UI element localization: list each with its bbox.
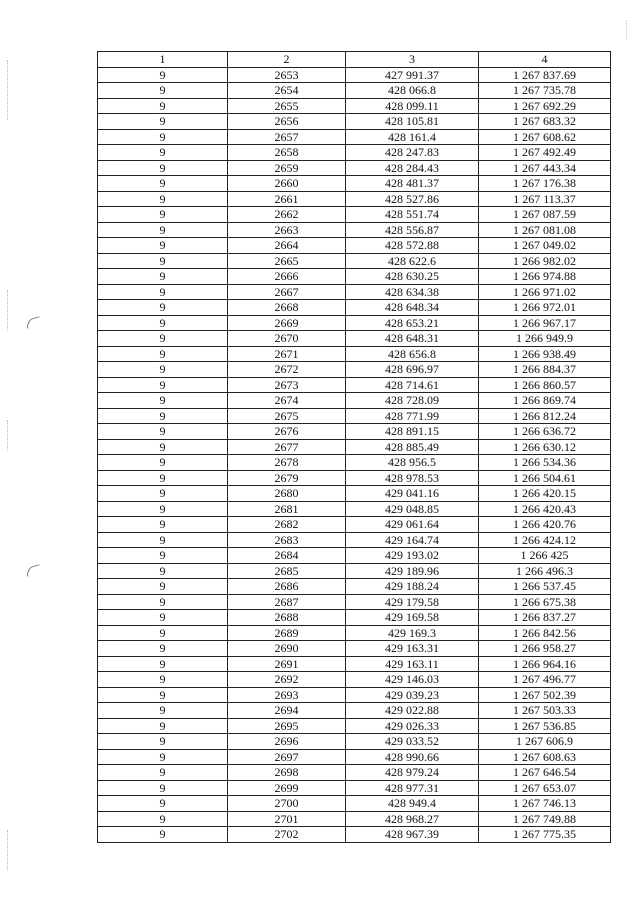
cell-point-number: 2658 <box>228 145 346 161</box>
cell-x-coordinate: 428 556.87 <box>346 222 479 238</box>
header-cell: 1 <box>98 52 228 68</box>
cell-x-coordinate: 429 169.3 <box>346 625 479 641</box>
cell-point-number: 2691 <box>228 656 346 672</box>
table-row <box>98 222 611 238</box>
table-row <box>98 734 611 750</box>
cell-section: 9 <box>98 594 228 610</box>
cell-y-coordinate: 1 266 420.76 <box>479 517 611 533</box>
cell-section: 9 <box>98 129 228 145</box>
cell-point-number: 2686 <box>228 579 346 595</box>
cell-y-coordinate: 1 266 842.56 <box>479 625 611 641</box>
cell-point-number: 2689 <box>228 625 346 641</box>
cell-point-number: 2657 <box>228 129 346 145</box>
cell-section: 9 <box>98 253 228 269</box>
cell-section: 9 <box>98 517 228 533</box>
table-body <box>98 67 611 842</box>
cell-y-coordinate: 1 267 653.07 <box>479 780 611 796</box>
table-row <box>98 517 611 533</box>
table-row <box>98 207 611 223</box>
cell-x-coordinate: 428 956.5 <box>346 455 479 471</box>
table-row <box>98 703 611 719</box>
table-row <box>98 83 611 99</box>
cell-section: 9 <box>98 315 228 331</box>
cell-y-coordinate: 1 266 424.12 <box>479 532 611 548</box>
cell-y-coordinate: 1 267 536.85 <box>479 718 611 734</box>
cell-section: 9 <box>98 501 228 517</box>
cell-x-coordinate: 428 696.97 <box>346 362 479 378</box>
cell-x-coordinate: 428 105.81 <box>346 114 479 130</box>
table-row <box>98 145 611 161</box>
table-header-row <box>98 52 611 68</box>
cell-y-coordinate: 1 266 425 <box>479 548 611 564</box>
header-cell: 3 <box>346 52 479 68</box>
cell-point-number: 2694 <box>228 703 346 719</box>
table-row <box>98 594 611 610</box>
cell-x-coordinate: 428 771.99 <box>346 408 479 424</box>
cell-y-coordinate: 1 266 971.02 <box>479 284 611 300</box>
scan-artifact <box>7 420 9 450</box>
cell-x-coordinate: 429 189.96 <box>346 563 479 579</box>
table-row <box>98 563 611 579</box>
cell-section: 9 <box>98 269 228 285</box>
cell-point-number: 2692 <box>228 672 346 688</box>
cell-point-number: 2668 <box>228 300 346 316</box>
cell-point-number: 2684 <box>228 548 346 564</box>
cell-point-number: 2683 <box>228 532 346 548</box>
table-row <box>98 408 611 424</box>
cell-y-coordinate: 1 267 176.38 <box>479 176 611 192</box>
cell-y-coordinate: 1 267 735.78 <box>479 83 611 99</box>
table-row <box>98 362 611 378</box>
cell-y-coordinate: 1 267 049.02 <box>479 238 611 254</box>
cell-section: 9 <box>98 98 228 114</box>
cell-x-coordinate: 428 967.39 <box>346 827 479 843</box>
cell-point-number: 2701 <box>228 811 346 827</box>
table-row <box>98 827 611 843</box>
table-row <box>98 548 611 564</box>
cell-section: 9 <box>98 160 228 176</box>
cell-y-coordinate: 1 266 420.43 <box>479 501 611 517</box>
table-row <box>98 672 611 688</box>
cell-section: 9 <box>98 455 228 471</box>
cell-point-number: 2659 <box>228 160 346 176</box>
cell-section: 9 <box>98 377 228 393</box>
cell-point-number: 2664 <box>228 238 346 254</box>
cell-x-coordinate: 428 968.27 <box>346 811 479 827</box>
table-row <box>98 253 611 269</box>
cell-section: 9 <box>98 83 228 99</box>
cell-y-coordinate: 1 266 420.15 <box>479 486 611 502</box>
cell-section: 9 <box>98 176 228 192</box>
table-row <box>98 780 611 796</box>
cell-section: 9 <box>98 114 228 130</box>
cell-y-coordinate: 1 266 837.27 <box>479 610 611 626</box>
table-row <box>98 67 611 83</box>
cell-section: 9 <box>98 284 228 300</box>
cell-x-coordinate: 428 978.53 <box>346 470 479 486</box>
cell-y-coordinate: 1 267 113.37 <box>479 191 611 207</box>
cell-y-coordinate: 1 266 884.37 <box>479 362 611 378</box>
cell-point-number: 2669 <box>228 315 346 331</box>
table-row <box>98 501 611 517</box>
cell-x-coordinate: 428 572.88 <box>346 238 479 254</box>
cell-y-coordinate: 1 267 749.88 <box>479 811 611 827</box>
cell-y-coordinate: 1 266 812.24 <box>479 408 611 424</box>
cell-section: 9 <box>98 672 228 688</box>
cell-x-coordinate: 429 146.03 <box>346 672 479 688</box>
cell-section: 9 <box>98 222 228 238</box>
table-row <box>98 160 611 176</box>
table-row <box>98 238 611 254</box>
cell-x-coordinate: 428 630.25 <box>346 269 479 285</box>
cell-x-coordinate: 428 653.21 <box>346 315 479 331</box>
cell-x-coordinate: 428 891.15 <box>346 424 479 440</box>
cell-x-coordinate: 428 481.37 <box>346 176 479 192</box>
scan-artifact <box>7 830 9 870</box>
table-row <box>98 470 611 486</box>
cell-point-number: 2682 <box>228 517 346 533</box>
cell-y-coordinate: 1 266 537.45 <box>479 579 611 595</box>
table-row <box>98 486 611 502</box>
cell-x-coordinate: 429 193.02 <box>346 548 479 564</box>
cell-x-coordinate: 429 164.74 <box>346 532 479 548</box>
cell-section: 9 <box>98 765 228 781</box>
cell-x-coordinate: 428 099.11 <box>346 98 479 114</box>
cell-point-number: 2665 <box>228 253 346 269</box>
cell-point-number: 2655 <box>228 98 346 114</box>
cell-x-coordinate: 428 885.49 <box>346 439 479 455</box>
cell-y-coordinate: 1 266 964.16 <box>479 656 611 672</box>
cell-point-number: 2693 <box>228 687 346 703</box>
cell-point-number: 2654 <box>228 83 346 99</box>
cell-y-coordinate: 1 266 938.49 <box>479 346 611 362</box>
table-row <box>98 393 611 409</box>
table-row <box>98 346 611 362</box>
cell-section: 9 <box>98 641 228 657</box>
cell-y-coordinate: 1 266 534.36 <box>479 455 611 471</box>
cell-x-coordinate: 428 551.74 <box>346 207 479 223</box>
cell-y-coordinate: 1 267 081.08 <box>479 222 611 238</box>
cell-section: 9 <box>98 718 228 734</box>
cell-y-coordinate: 1 267 503.33 <box>479 703 611 719</box>
cell-y-coordinate: 1 267 608.62 <box>479 129 611 145</box>
cell-x-coordinate: 428 990.66 <box>346 749 479 765</box>
cell-section: 9 <box>98 362 228 378</box>
cell-x-coordinate: 428 728.09 <box>346 393 479 409</box>
cell-x-coordinate: 428 648.34 <box>346 300 479 316</box>
table-row <box>98 98 611 114</box>
cell-point-number: 2678 <box>228 455 346 471</box>
cell-y-coordinate: 1 266 504.61 <box>479 470 611 486</box>
cell-y-coordinate: 1 266 496.3 <box>479 563 611 579</box>
cell-x-coordinate: 429 163.31 <box>346 641 479 657</box>
cell-point-number: 2661 <box>228 191 346 207</box>
cell-y-coordinate: 1 267 087.59 <box>479 207 611 223</box>
cell-x-coordinate: 429 163.11 <box>346 656 479 672</box>
scan-artifact <box>626 20 628 40</box>
cell-section: 9 <box>98 734 228 750</box>
cell-point-number: 2699 <box>228 780 346 796</box>
cell-x-coordinate: 428 247.83 <box>346 145 479 161</box>
cell-section: 9 <box>98 548 228 564</box>
cell-section: 9 <box>98 424 228 440</box>
table-row <box>98 269 611 285</box>
cell-y-coordinate: 1 267 837.69 <box>479 67 611 83</box>
cell-section: 9 <box>98 67 228 83</box>
cell-x-coordinate: 429 061.64 <box>346 517 479 533</box>
cell-point-number: 2681 <box>228 501 346 517</box>
table-row <box>98 687 611 703</box>
cell-section: 9 <box>98 579 228 595</box>
cell-x-coordinate: 429 188.24 <box>346 579 479 595</box>
cell-section: 9 <box>98 346 228 362</box>
cell-section: 9 <box>98 796 228 812</box>
cell-y-coordinate: 1 267 492.49 <box>479 145 611 161</box>
cell-section: 9 <box>98 780 228 796</box>
cell-point-number: 2670 <box>228 331 346 347</box>
table-row <box>98 439 611 455</box>
cell-section: 9 <box>98 749 228 765</box>
punch-hole-mark <box>25 316 42 329</box>
table-row <box>98 176 611 192</box>
table-row <box>98 656 611 672</box>
cell-y-coordinate: 1 267 608.63 <box>479 749 611 765</box>
cell-point-number: 2680 <box>228 486 346 502</box>
cell-section: 9 <box>98 207 228 223</box>
table-row <box>98 455 611 471</box>
cell-x-coordinate: 429 179.58 <box>346 594 479 610</box>
cell-x-coordinate: 429 022.88 <box>346 703 479 719</box>
cell-y-coordinate: 1 266 982.02 <box>479 253 611 269</box>
cell-x-coordinate: 428 527.86 <box>346 191 479 207</box>
header-cell: 2 <box>228 52 346 68</box>
cell-point-number: 2667 <box>228 284 346 300</box>
cell-x-coordinate: 429 039.23 <box>346 687 479 703</box>
cell-point-number: 2662 <box>228 207 346 223</box>
cell-x-coordinate: 428 161.4 <box>346 129 479 145</box>
cell-x-coordinate: 427 991.37 <box>346 67 479 83</box>
cell-section: 9 <box>98 300 228 316</box>
cell-x-coordinate: 429 041.16 <box>346 486 479 502</box>
table-row <box>98 796 611 812</box>
cell-y-coordinate: 1 266 958.27 <box>479 641 611 657</box>
cell-x-coordinate: 428 949.4 <box>346 796 479 812</box>
table-row <box>98 625 611 641</box>
cell-section: 9 <box>98 563 228 579</box>
cell-point-number: 2702 <box>228 827 346 843</box>
cell-y-coordinate: 1 267 496.77 <box>479 672 611 688</box>
table-row <box>98 377 611 393</box>
cell-point-number: 2700 <box>228 796 346 812</box>
cell-section: 9 <box>98 393 228 409</box>
cell-x-coordinate: 428 648.31 <box>346 331 479 347</box>
scan-artifact <box>7 60 9 120</box>
cell-point-number: 2688 <box>228 610 346 626</box>
cell-section: 9 <box>98 703 228 719</box>
cell-section: 9 <box>98 331 228 347</box>
cell-section: 9 <box>98 470 228 486</box>
cell-x-coordinate: 428 284.43 <box>346 160 479 176</box>
cell-x-coordinate: 428 066.8 <box>346 83 479 99</box>
cell-point-number: 2679 <box>228 470 346 486</box>
cell-x-coordinate: 428 634.38 <box>346 284 479 300</box>
cell-y-coordinate: 1 266 630.12 <box>479 439 611 455</box>
table-row <box>98 284 611 300</box>
cell-y-coordinate: 1 266 636.72 <box>479 424 611 440</box>
cell-y-coordinate: 1 267 443.34 <box>479 160 611 176</box>
table-row <box>98 579 611 595</box>
cell-point-number: 2695 <box>228 718 346 734</box>
cell-y-coordinate: 1 267 775.35 <box>479 827 611 843</box>
cell-point-number: 2698 <box>228 765 346 781</box>
cell-section: 9 <box>98 191 228 207</box>
cell-y-coordinate: 1 266 967.17 <box>479 315 611 331</box>
cell-section: 9 <box>98 238 228 254</box>
cell-y-coordinate: 1 266 949.9 <box>479 331 611 347</box>
cell-y-coordinate: 1 266 869.74 <box>479 393 611 409</box>
cell-section: 9 <box>98 439 228 455</box>
cell-point-number: 2653 <box>228 67 346 83</box>
cell-y-coordinate: 1 266 974.88 <box>479 269 611 285</box>
cell-point-number: 2697 <box>228 749 346 765</box>
cell-x-coordinate: 428 977.31 <box>346 780 479 796</box>
cell-section: 9 <box>98 532 228 548</box>
table-row <box>98 610 611 626</box>
cell-y-coordinate: 1 267 692.29 <box>479 98 611 114</box>
cell-x-coordinate: 429 169.58 <box>346 610 479 626</box>
cell-x-coordinate: 428 714.61 <box>346 377 479 393</box>
cell-point-number: 2660 <box>228 176 346 192</box>
cell-point-number: 2663 <box>228 222 346 238</box>
table-row <box>98 532 611 548</box>
cell-x-coordinate: 429 026.33 <box>346 718 479 734</box>
cell-x-coordinate: 428 656.8 <box>346 346 479 362</box>
table-row <box>98 424 611 440</box>
cell-y-coordinate: 1 267 746.13 <box>479 796 611 812</box>
cell-point-number: 2671 <box>228 346 346 362</box>
table-row <box>98 191 611 207</box>
cell-x-coordinate: 429 033.52 <box>346 734 479 750</box>
cell-section: 9 <box>98 827 228 843</box>
table-row <box>98 114 611 130</box>
scan-artifact <box>7 290 9 330</box>
cell-section: 9 <box>98 811 228 827</box>
cell-point-number: 2690 <box>228 641 346 657</box>
cell-section: 9 <box>98 656 228 672</box>
cell-x-coordinate: 429 048.85 <box>346 501 479 517</box>
cell-section: 9 <box>98 610 228 626</box>
table-row <box>98 315 611 331</box>
table-row <box>98 765 611 781</box>
cell-point-number: 2666 <box>228 269 346 285</box>
table-row <box>98 718 611 734</box>
cell-point-number: 2675 <box>228 408 346 424</box>
cell-point-number: 2677 <box>228 439 346 455</box>
coordinates-table <box>97 51 611 843</box>
cell-y-coordinate: 1 267 606.9 <box>479 734 611 750</box>
cell-y-coordinate: 1 267 646.54 <box>479 765 611 781</box>
cell-point-number: 2696 <box>228 734 346 750</box>
cell-point-number: 2685 <box>228 563 346 579</box>
cell-section: 9 <box>98 625 228 641</box>
cell-point-number: 2676 <box>228 424 346 440</box>
cell-point-number: 2673 <box>228 377 346 393</box>
table-row <box>98 300 611 316</box>
cell-point-number: 2687 <box>228 594 346 610</box>
cell-x-coordinate: 428 979.24 <box>346 765 479 781</box>
table-row <box>98 749 611 765</box>
cell-x-coordinate: 428 622.6 <box>346 253 479 269</box>
cell-section: 9 <box>98 145 228 161</box>
header-cell: 4 <box>479 52 611 68</box>
cell-y-coordinate: 1 266 860.57 <box>479 377 611 393</box>
cell-y-coordinate: 1 267 502.39 <box>479 687 611 703</box>
table-row <box>98 811 611 827</box>
cell-y-coordinate: 1 266 675.38 <box>479 594 611 610</box>
table-row <box>98 331 611 347</box>
table-row <box>98 129 611 145</box>
cell-y-coordinate: 1 267 683.32 <box>479 114 611 130</box>
cell-section: 9 <box>98 408 228 424</box>
table-row <box>98 641 611 657</box>
cell-section: 9 <box>98 486 228 502</box>
cell-point-number: 2674 <box>228 393 346 409</box>
cell-section: 9 <box>98 687 228 703</box>
cell-point-number: 2672 <box>228 362 346 378</box>
cell-y-coordinate: 1 266 972.01 <box>479 300 611 316</box>
punch-hole-mark <box>25 564 42 577</box>
cell-point-number: 2656 <box>228 114 346 130</box>
